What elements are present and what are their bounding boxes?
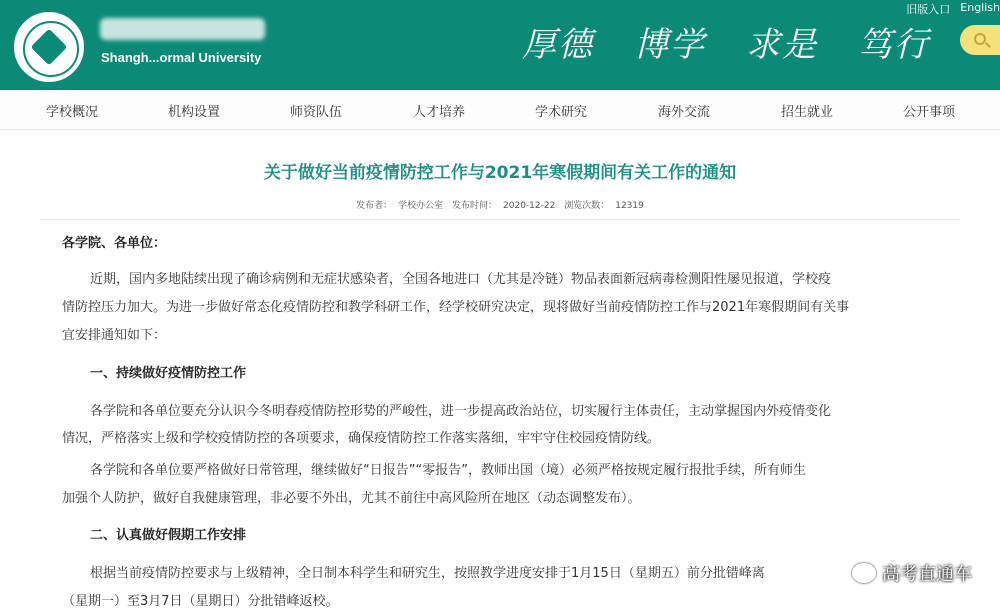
publisher-label: 发布者： xyxy=(356,201,393,211)
site-header xyxy=(0,0,1000,90)
views-label: 浏览次数： xyxy=(564,201,610,211)
greeting: 各学院、各单位： xyxy=(62,236,167,251)
university-logo[interactable] xyxy=(12,10,86,84)
paragraph-line: 近期，国内多地陆续出现了确诊病例和无症状感染者，全国各地进口（尤其是冷链）物品表面新冠病毒检测阳性屡见报道，学校疫 xyxy=(90,272,832,287)
old-version-link[interactable]: 旧版入口 xyxy=(906,3,951,16)
nav-item-research[interactable]: 学术研究 xyxy=(535,105,588,120)
nav-item-public-info[interactable]: 公开事项 xyxy=(903,105,956,120)
paragraph-line: （星期一）至3月7日（星期日）分批错峰返校。 xyxy=(62,594,339,609)
title-divider xyxy=(40,219,960,220)
logo-emblem-icon xyxy=(31,29,68,66)
school-name-blurred xyxy=(100,18,265,40)
nav-item-faculty[interactable]: 师资队伍 xyxy=(290,105,343,120)
article-meta xyxy=(0,198,1000,211)
paragraph-line: 各学院和各单位要充分认识今冬明春疫情防控形势的严峻性，进一步提高政治站位，切实履行主体责任，主动掌握国内外疫情变化 xyxy=(90,404,832,419)
search-icon xyxy=(974,33,986,45)
motto-word: 求是 xyxy=(746,24,818,65)
main-nav xyxy=(0,90,1000,130)
nav-item-admissions[interactable]: 招生就业 xyxy=(781,105,834,120)
paragraph-line: 加强个人防护，做好自我健康管理，非必要不外出，尤其不前往中高风险所在地区（动态调整发布）。 xyxy=(62,491,641,506)
english-link[interactable]: English xyxy=(960,1,1000,14)
section-heading: 二、认真做好假期工作安排 xyxy=(90,528,247,543)
school-name-en: Shangh...ormal University xyxy=(101,50,262,65)
nav-item-about[interactable]: 学校概况 xyxy=(46,105,99,120)
time-label: 发布时间： xyxy=(452,201,498,211)
time-value: 2020-12-22 xyxy=(503,201,556,211)
motto-word: 笃行 xyxy=(858,24,930,65)
watermark xyxy=(852,560,972,586)
paragraph-line: 情防控压力加大。为进一步做好常态化疫情防控和教学科研工作，经学校研究决定，现将做好当前疫情防控工作与2021年寒假期间有关事 xyxy=(62,300,850,315)
nav-item-international[interactable]: 海外交流 xyxy=(658,105,711,120)
paragraph-line: 各学院和各单位要严格做好日常管理，继续做好“日报告”“零报告”，教师出国（境）必须严格按规定履行报批手续，所有师生 xyxy=(90,463,806,478)
paragraph-line: 宜安排通知如下： xyxy=(62,328,167,343)
paragraph-line: 根据当前疫情防控要求与上级精神，全日制本科学生和研究生，按照教学进度安排于1月15日（星期五）前分批错峰离 xyxy=(90,566,765,581)
article-title: 关于做好当前疫情防控工作与2021年寒假期间有关工作的通知 xyxy=(263,163,737,183)
publisher-value: 学校办公室 xyxy=(398,201,444,211)
nav-item-education[interactable]: 人才培养 xyxy=(413,105,466,120)
watermark-text: 高考直通车 xyxy=(882,564,972,585)
nav-item-departments[interactable]: 机构设置 xyxy=(168,105,221,120)
top-links xyxy=(906,0,1000,18)
school-motto xyxy=(522,16,930,66)
motto-word: 厚德 xyxy=(522,24,594,65)
motto-word: 博学 xyxy=(634,24,706,65)
section-heading: 一、持续做好疫情防控工作 xyxy=(90,366,247,381)
wechat-icon xyxy=(852,563,876,583)
search-button[interactable] xyxy=(960,25,1000,55)
views-value: 12319 xyxy=(615,201,644,211)
paragraph-line: 情况，严格落实上级和学校疫情防控的各项要求，确保疫情防控工作落实落细，牢牢守住校园疫情防线。 xyxy=(62,431,661,446)
